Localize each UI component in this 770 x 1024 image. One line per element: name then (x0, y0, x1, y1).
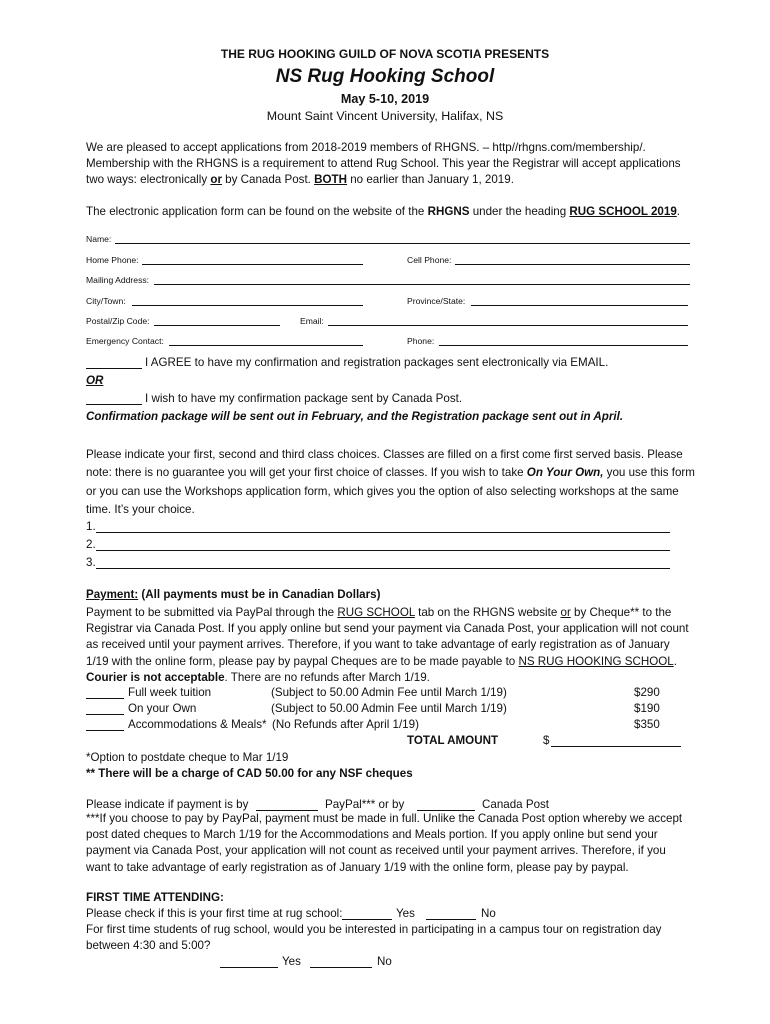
intro-paragraph (86, 140, 696, 188)
payment-line-5 (86, 670, 696, 686)
home-phone-field[interactable] (142, 264, 363, 265)
choice-1-field[interactable] (96, 532, 670, 533)
post-choice-checkline[interactable] (86, 404, 142, 405)
class-line-3: or you can use the Workshops application form, which gives you the option of also selecting workshops at the same (86, 484, 679, 498)
postal-zip-field[interactable] (154, 325, 280, 326)
first-time-question: Please check if this is your first time at rug school: (86, 907, 343, 920)
rug-school-tab-link[interactable]: RUG SCHOOL (337, 606, 415, 619)
class-line-1: Please indicate your first, second and third class choices. Classes are filled on a first come first served basis. Please (86, 448, 683, 461)
on-your-own-emphasis: On Your Own, (526, 466, 604, 480)
paypal-option: PayPal*** or by (325, 798, 405, 811)
payment-paragraph (86, 605, 696, 686)
on-your-own-checkline[interactable] (86, 714, 124, 715)
mailing-address-label: Mailing Address: (86, 275, 150, 285)
name-field[interactable] (115, 243, 690, 244)
payment-heading-note: (All payments must be in Canadian Dollars) (138, 588, 381, 601)
accommodations-price: $350 (634, 718, 660, 731)
or-emphasis: or (210, 173, 222, 186)
accommodations-note: (No Refunds after April 1/19) (272, 718, 419, 731)
full-week-checkline[interactable] (86, 698, 124, 699)
phone-field[interactable] (439, 345, 688, 346)
payment-text: Payment to be submitted via PayPal through the (86, 606, 338, 619)
choice-1-number: 1. (86, 520, 96, 533)
class-text: you use this form (603, 466, 695, 480)
class-choice-paragraph (86, 446, 696, 519)
paypal-note-line-4: want to take advantage of early registration as of January 1/19 with the online form, please pay by paypal. (86, 860, 629, 874)
city-town-label: City/Town: (86, 296, 126, 306)
intro-line-3 (86, 172, 696, 188)
city-town-field[interactable] (132, 305, 363, 306)
on-your-own-note: (Subject to 50.00 Admin Fee until March 1/19) (271, 702, 507, 715)
rhgns-emphasis: RHGNS (427, 205, 470, 218)
payment-line-1 (86, 605, 696, 621)
name-label: Name: (86, 234, 112, 244)
package-note: Confirmation package will be sent out in February, and the Registration package sent out in April. (86, 410, 624, 423)
first-time-yes-label: Yes (396, 907, 415, 920)
tour-question-line-1: For first time students of rug school, would you be interested in participating in a campus tour on registration day (86, 923, 662, 936)
cell-phone-field[interactable] (455, 264, 690, 265)
or-separator: OR (86, 374, 104, 387)
website-text: The electronic application form can be found on the website of the (86, 205, 428, 218)
payment-text: tab on the RHGNS website (414, 606, 561, 619)
email-agree-text: I AGREE to have my confirmation and registration packages sent electronically via EMAIL. (145, 356, 609, 369)
payment-line-2: Registrar via Canada Post. If you apply online but send your payment via Canada Post, your application will not count (86, 622, 689, 636)
paypal-note-paragraph (86, 811, 696, 876)
accommodations-checkline[interactable] (86, 730, 124, 731)
class-line-2 (86, 464, 696, 482)
first-time-no-label: No (481, 907, 496, 920)
full-week-price: $290 (634, 686, 660, 699)
paypal-note-line-3: payment via Canada Post, your application will not count as received until your payment arrives. Therefore, if you (86, 844, 666, 858)
home-phone-label: Home Phone: (86, 255, 139, 265)
full-week-label: Full week tuition (128, 686, 212, 699)
first-time-yes-checkline[interactable] (342, 919, 392, 920)
intro-line-1: We are pleased to accept applications from 2018-2019 members of RHGNS. – http//rhgns.com/membership/. (86, 141, 646, 154)
nsf-note: ** There will be a charge of CAD 50.00 for any NSF cheques (86, 767, 413, 780)
email-field[interactable] (328, 325, 688, 326)
presenter-line: THE RUG HOOKING GUILD OF NOVA SCOTIA PRESENTS (220, 47, 550, 61)
tour-yes-checkline[interactable] (220, 967, 278, 968)
postal-zip-label: Postal/Zip Code: (86, 316, 150, 326)
first-time-no-checkline[interactable] (426, 919, 476, 920)
intro-text: no earlier than January 1, 2019. (346, 173, 514, 186)
payment-heading-label: Payment: (86, 588, 139, 601)
event-venue: Mount Saint Vincent University, Halifax, NS (266, 109, 504, 123)
total-amount-label: TOTAL AMOUNT (407, 734, 499, 747)
first-time-heading: FIRST TIME ATTENDING: (86, 891, 224, 904)
mailing-address-field[interactable] (154, 284, 690, 285)
paypal-note-line-1: ***If you choose to pay by PayPal, payment must be made in full. Unlike the Canada Post option whereby we accept (86, 812, 683, 825)
payment-text: . (673, 654, 677, 668)
payee-name: NS RUG HOOKING SCHOOL (518, 654, 674, 668)
website-text: under the heading (469, 205, 570, 218)
rug-school-heading-link[interactable]: RUG SCHOOL 2019 (569, 205, 677, 218)
courier-warning: Courier is not acceptable (86, 670, 225, 684)
tour-no-label: No (377, 955, 392, 968)
email-label: Email: (300, 316, 324, 326)
province-state-label: Province/State: (407, 296, 466, 306)
phone-label: Phone: (407, 336, 435, 346)
email-agree-checkline[interactable] (86, 368, 142, 369)
emergency-contact-label: Emergency Contact: (86, 336, 164, 346)
on-your-own-label: On your Own (128, 702, 197, 715)
payment-text: 1/19 with the online form, please pay by paypal Cheques are to be made payable to (86, 654, 519, 668)
choice-2-number: 2. (86, 538, 96, 551)
paypal-note-line-2: post dated cheques to March 1/19 for the Accommodations and Meals portion. If you apply online but send your (86, 828, 658, 842)
tour-no-checkline[interactable] (310, 967, 372, 968)
emergency-contact-field[interactable] (169, 345, 363, 346)
full-week-note: (Subject to 50.00 Admin Fee until March 1/19) (271, 686, 507, 699)
method-question: Please indicate if payment is by (86, 798, 249, 811)
payment-text: . There are no refunds after March 1/19. (224, 670, 430, 684)
page-title: NS Rug Hooking School (275, 66, 495, 87)
choice-3-number: 3. (86, 556, 96, 569)
intro-text: two ways: electronically (86, 173, 211, 186)
tour-question-line-2: between 4:30 and 5:00? (86, 939, 211, 952)
accommodations-label: Accommodations & Meals* (128, 718, 267, 731)
website-text: . (676, 205, 681, 218)
post-choice-text: I wish to have my confirmation package sent by Canada Post. (145, 392, 463, 405)
province-state-field[interactable] (471, 305, 688, 306)
website-paragraph (86, 204, 696, 220)
cell-phone-label: Cell Phone: (407, 255, 452, 265)
payment-line-3: as received until your payment arrives. Therefore, if you want to take advantage of early registration as of January (86, 638, 670, 652)
class-line-4: time. It’s your choice. (86, 502, 195, 516)
class-text: note: there is no guarantee you will get your first choice of classes. If you wish to take (86, 466, 527, 480)
or-emphasis: or (560, 606, 571, 619)
payment-line-4 (86, 654, 696, 670)
tour-yes-label: Yes (282, 955, 301, 968)
total-currency: $ (543, 734, 550, 747)
intro-line-2: Membership with the RHGNS is a requirement to attend Rug School. This year the Registrar will accept applications (86, 157, 681, 170)
event-dates: May 5-10, 2019 (340, 92, 430, 106)
intro-text: by Canada Post. (221, 173, 315, 186)
postdate-note: *Option to postdate cheque to Mar 1/19 (86, 751, 289, 764)
canada-post-option: Canada Post (482, 798, 550, 811)
choice-3-field[interactable] (96, 568, 670, 569)
payment-text: by Cheque** to the (570, 606, 672, 619)
payment-heading (86, 588, 380, 601)
choice-2-field[interactable] (96, 550, 670, 551)
both-emphasis: BOTH (314, 173, 347, 186)
on-your-own-price: $190 (634, 702, 660, 715)
total-amount-field[interactable] (551, 746, 681, 747)
